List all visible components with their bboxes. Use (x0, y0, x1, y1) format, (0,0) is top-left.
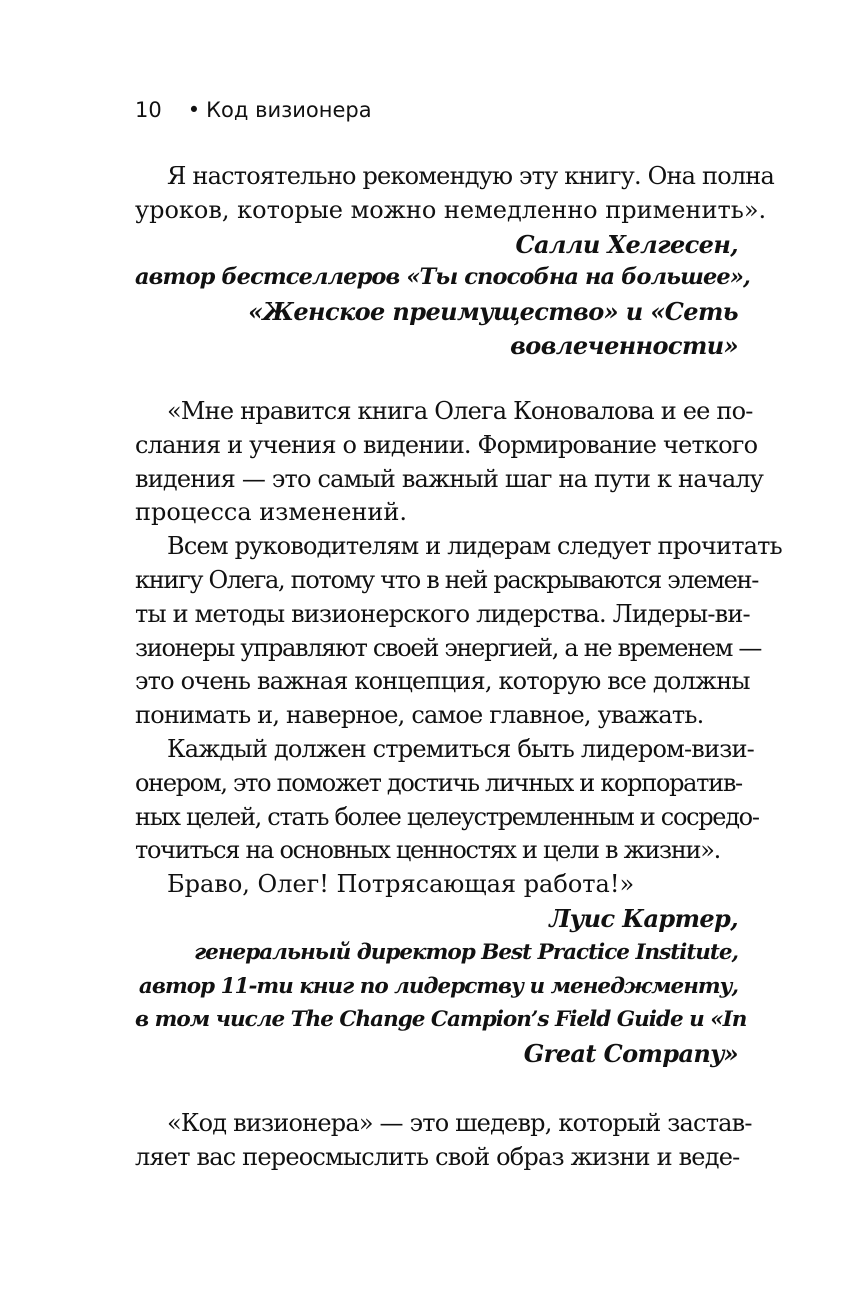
quote-line: ных целей, стать более целеустремленным и сосредо- (135, 802, 759, 831)
quote-line: Всем руководителям и лидерам следует прочитать (167, 532, 782, 561)
quote-line: зионеры управляют своей энергией, а не временем — (135, 633, 762, 662)
quote-line: ты и методы визионерского лидерства. Лидеры-ви- (135, 599, 750, 628)
quote-line: понимать и, наверное, самое главное, уважать. (135, 701, 704, 730)
signature-author: Луис Картер, (549, 903, 738, 933)
quote-line: «Мне нравится книга Олега Коновалова и ее по- (167, 397, 753, 425)
quote-line: уроков, которые можно немедленно применить». (135, 195, 767, 224)
quote-line: процесса изменений. (135, 498, 408, 527)
signature-line: «Женское преимущество» и «Сеть (248, 297, 738, 327)
quote-line: видения — это самый важный шаг на пути к началу (135, 464, 764, 493)
signature-author: Салли Хелгесен, (515, 229, 738, 259)
quote-line: книгу Олега, потому что в ней раскрываются элемен- (135, 565, 759, 594)
quote-line: Браво, Олег! Потрясающая работа!» (167, 870, 635, 899)
quote-line: ляет вас переосмыслить свой образ жизни и веде- (135, 1142, 740, 1171)
quote-line: онером, это поможет достичь личных и корпоратив- (135, 768, 742, 797)
quote-line: это очень важная концепция, которую все должны (135, 667, 750, 696)
signature-line: автор 11-ти книг по лидерству и менеджменту, (138, 973, 738, 999)
quote-line: точиться на основных ценностях и цели в жизни». (135, 836, 720, 865)
quote-line: Я настоятельно рекомендую эту книгу. Она полна (167, 162, 775, 190)
bullet-icon: • (187, 98, 201, 122)
quote-line: «Код визионера» — это шедевр, который застав- (167, 1109, 752, 1137)
signature-line: в том числе The Change Campion’s Field Guide и «In (135, 1007, 747, 1033)
signature-line: автор бестселлеров «Ты способна на большее», (135, 264, 750, 291)
running-header (135, 95, 372, 125)
signature-line: Great Company» (523, 1039, 738, 1069)
signature-line: генеральный директор Best Practice Institute, (194, 939, 738, 965)
testimonial-start (135, 1107, 752, 1175)
testimonial-helgesen (135, 160, 775, 363)
book-title: Код визионера (206, 98, 372, 122)
quote-line: слания и учения о видении. Формирование четкого (135, 430, 758, 459)
testimonial-carter (135, 395, 782, 1071)
signature-line: вовлеченности» (510, 330, 738, 360)
quote-line: Каждый должен стремиться быть лидером-визи- (167, 734, 754, 763)
page-number: 10 (135, 98, 162, 122)
